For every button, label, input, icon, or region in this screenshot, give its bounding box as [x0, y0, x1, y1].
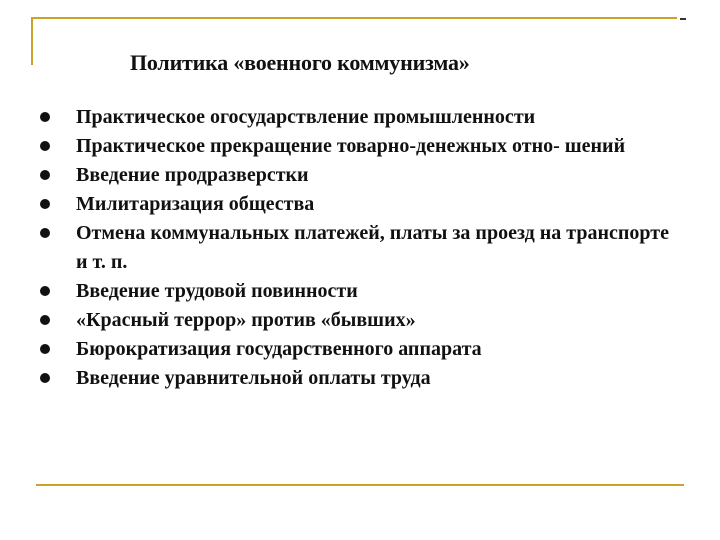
list-item-text: Введение уравнительной оплаты труда [76, 367, 431, 389]
bullet-list [40, 103, 670, 393]
bullet-icon [40, 286, 50, 296]
list-item-text: Отмена коммунальных платежей, платы за проезд на транспорте и т. п. [76, 222, 669, 273]
bullet-icon [40, 141, 50, 151]
list-item [40, 335, 670, 364]
list-item [40, 103, 670, 132]
list-item [40, 306, 670, 335]
bullet-icon [40, 373, 50, 383]
list-item [40, 277, 670, 306]
list-item-text: Практическое огосударствление промышленности [76, 106, 536, 128]
bullet-icon [40, 112, 50, 122]
frame-top-rule [33, 17, 677, 19]
corner-tick [680, 18, 686, 20]
bullet-icon [40, 315, 50, 325]
list-item [40, 364, 670, 393]
frame-bottom-rule [36, 484, 684, 486]
bullet-icon [40, 170, 50, 180]
list-item [40, 190, 670, 219]
list-item-text: «Красный террор» против «бывших» [76, 309, 416, 331]
list-item-text: Введение продразверстки [76, 164, 309, 186]
bullet-icon [40, 344, 50, 354]
list-item [40, 219, 670, 277]
list-item-text: Введение трудовой повинности [76, 280, 358, 302]
list-item-text: Милитаризация общества [76, 193, 315, 215]
list-item [40, 161, 670, 190]
bullet-icon [40, 199, 50, 209]
bullet-icon [40, 228, 50, 238]
list-item [40, 132, 670, 161]
list-item-text: Практическое прекращение товарно-денежных отно- шений [76, 135, 626, 157]
frame-left-rule [31, 17, 33, 65]
slide-title: Политика «военного коммунизма» [130, 50, 470, 75]
list-item-text: Бюрократизация государственного аппарата [76, 338, 482, 360]
